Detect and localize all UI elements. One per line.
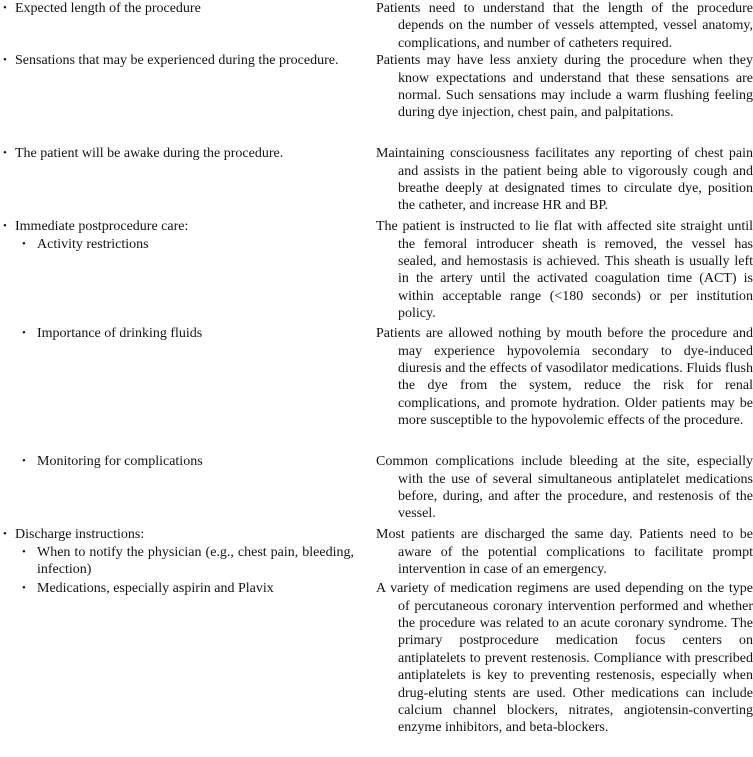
topic-item — [0, 453, 354, 470]
bullet-icon: • — [22, 545, 26, 558]
table-row — [0, 52, 753, 145]
topic-item — [0, 544, 354, 579]
topic-text: Discharge instructions: — [15, 527, 145, 543]
topic-cell — [0, 526, 376, 578]
topic-cell — [0, 218, 376, 253]
rationale-text: Most patients are discharged the same day. Patients need to be aware of the potential complications to facilitate prompt intervention in case of an emergency. — [376, 527, 753, 578]
table-row — [0, 325, 753, 453]
topic-cell — [0, 145, 376, 162]
table-row — [0, 0, 753, 52]
topic-text: Sensations that may be experienced during the procedure. — [15, 53, 339, 69]
bullet-icon: • — [22, 327, 26, 340]
topic-cell — [0, 0, 376, 17]
topic-cell — [0, 580, 376, 597]
topic-text: Monitoring for complications — [37, 454, 203, 470]
topic-text: Immediate postprocedure care: — [15, 219, 189, 235]
rationale-text: Patients may have less anxiety during the procedure when they know expectations and understand that these sensations are normal. Such sensations may include a warm flushing feeling during dye injection, chest pain, and palpitations. — [376, 53, 753, 121]
topic-item — [0, 218, 354, 235]
topic-item — [0, 0, 354, 17]
bullet-icon: • — [3, 220, 7, 233]
topic-item — [0, 526, 354, 543]
topic-cell — [0, 453, 376, 470]
topic-text: Expected length of the procedure — [15, 1, 201, 16]
rationale-text: The patient is instructed to lie flat with affected site straight until the femoral introducer sheath is removed, the vessel has sealed, and hemostasis is achieved. This sheath is usually left in the artery until the activated coagulation time (ACT) is within acceptable range (<180 seconds) or per institution policy. — [376, 219, 753, 322]
topic-cell — [0, 52, 376, 69]
table-row — [0, 526, 753, 580]
topic-text: The patient will be awake during the procedure. — [15, 146, 284, 162]
bullet-icon: • — [22, 237, 26, 250]
topic-item — [0, 580, 354, 597]
table-row — [0, 218, 753, 325]
bullet-icon: • — [22, 582, 26, 595]
topic-item — [0, 236, 354, 253]
bullet-icon: • — [3, 528, 7, 541]
bullet-icon: • — [3, 147, 7, 160]
bullet-icon: • — [22, 455, 26, 468]
table-row — [0, 453, 753, 526]
topic-text: Activity restrictions — [37, 236, 149, 252]
topic-text: Importance of drinking fluids — [37, 326, 203, 342]
topic-text: When to notify the physician (e.g., chest pain, bleeding, infection) — [37, 544, 354, 578]
topic-item — [0, 325, 354, 342]
topic-item — [0, 52, 354, 69]
rationale-text: Common complications include bleeding at the site, especially with the use of several simultaneous antiplatelet medications before, during, and after the procedure, and restenosis of the vessel. — [376, 454, 753, 522]
table-row — [0, 145, 753, 218]
rationale-text: Patients are allowed nothing by mouth before the procedure and may experience hypovolemia secondary to dye-induced diuresis and the effects of vasodilator medications. Fluids flush the dye from the system, reduce the risk for renal complications, and promote hydration. Older patients may be more susceptible to the hypovolemic effects of the procedure. — [376, 326, 753, 429]
bullet-icon: • — [3, 2, 7, 14]
table-row — [0, 580, 753, 757]
rationale-text: A variety of medication regimens are used depending on the type of percutaneous coronary intervention performed and whether the procedure was related to an acute coronary syndrome. The primary postprocedure medication focus centers on antiplatelets to prevent restenosis. Compliance with prescribed antiplatelets is key to preventing restenosis, especially when drug-eluting stents are used. Other medications can include calcium channel blockers, nitrates, angiotensin-converting enzyme inhibitors, and beta-blockers. — [376, 581, 753, 736]
rationale-text: Patients need to understand that the length of the procedure depends on the number of vessels attempted, vessel anatomy, complications, and number of catheters required. — [376, 1, 753, 51]
topic-cell — [0, 325, 376, 342]
topic-item — [0, 145, 354, 162]
topic-text: Medications, especially aspirin and Plavix — [37, 581, 274, 597]
rationale-text: Maintaining consciousness facilitates any reporting of chest pain and assists in the patient being able to vigorously cough and breathe deeply at designated times to circulate dye, position the catheter, and increase HR and BP. — [376, 146, 753, 214]
bullet-icon: • — [3, 54, 7, 67]
